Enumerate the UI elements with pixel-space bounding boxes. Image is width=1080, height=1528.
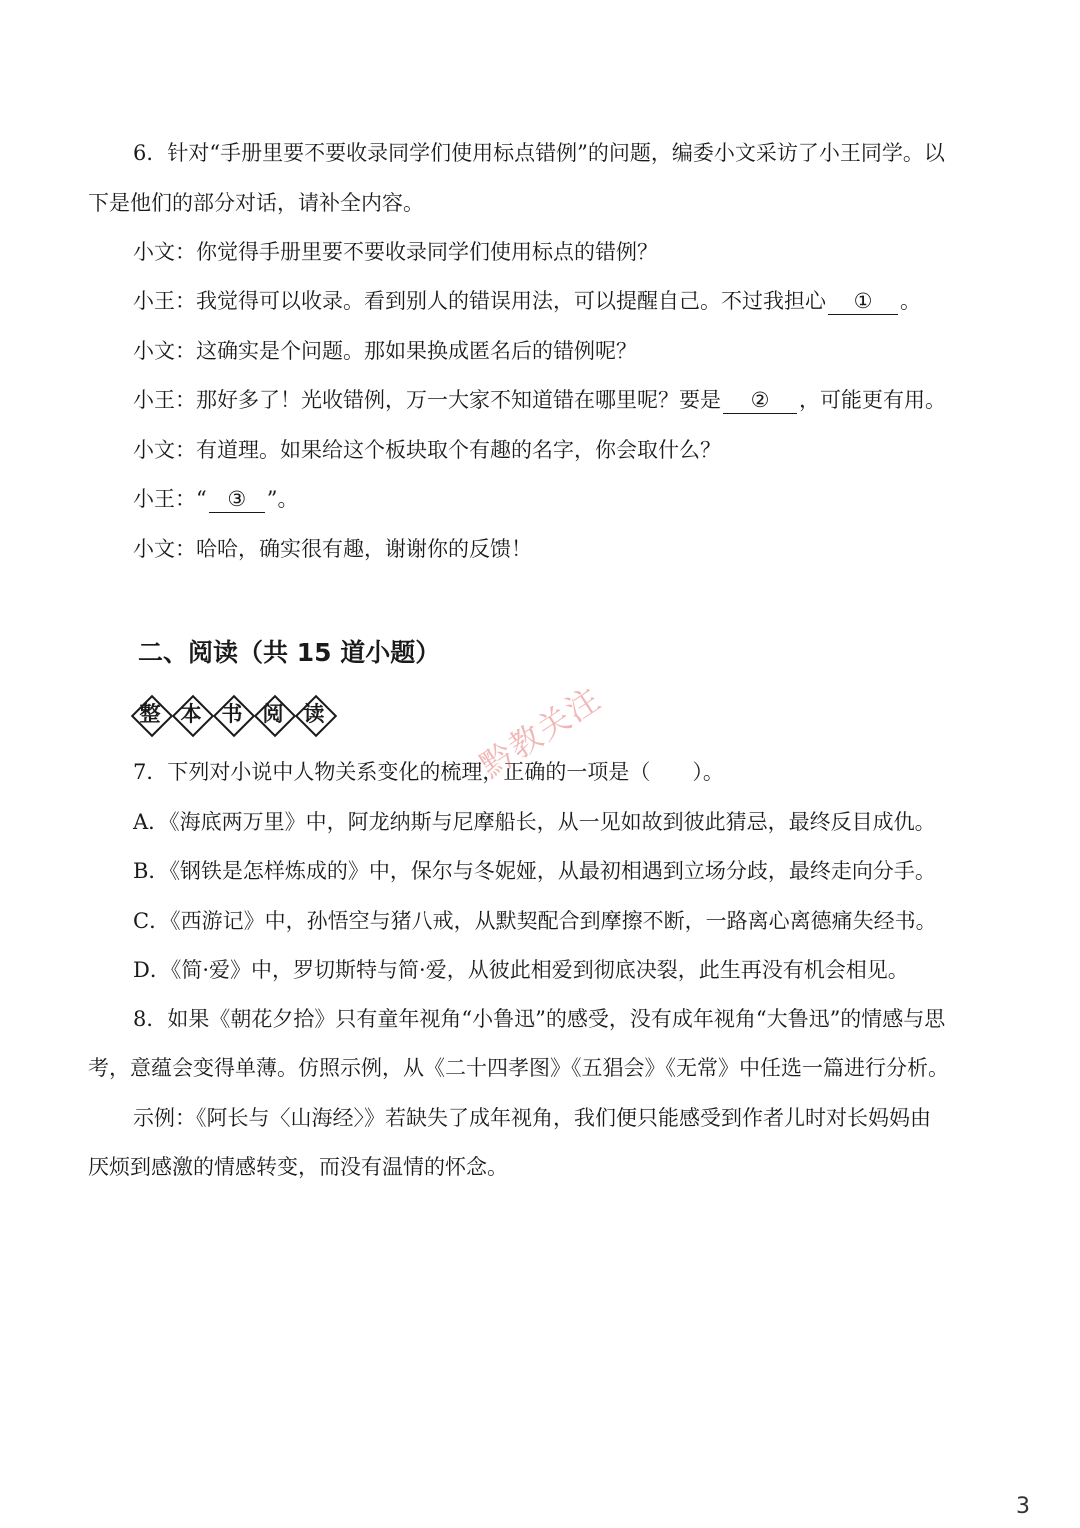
tag-diamond-3: 书 [214, 696, 250, 732]
q8-stem-line1: 8．如果《朝花夕拾》只有童年视角“小鲁迅”的感受，没有成年视角“大鲁迅”的情感与思 [133, 1007, 946, 1031]
q7-option-a[interactable] [133, 807, 936, 837]
q7-option-c[interactable] [133, 906, 937, 936]
dialogue-line-4-end: ，可能更有用。 [799, 388, 946, 412]
dialogue-line-5: 小文：有道理。如果给这个板块取个有趣的名字，你会取什么？ [133, 438, 721, 462]
section-title-reading: 二、阅读（共 15 道小题） [138, 638, 441, 667]
dialogue-line-2-text: 小王：我觉得可以收录。看到别人的错误用法，可以提醒自己。不过我担心 [133, 289, 826, 313]
option-text: 《西游记》中，孙悟空与猪八戒，从默契配合到摩擦不断，一路离心离德痛失经书。 [170, 909, 937, 933]
q6-stem-line2: 下是他们的部分对话，请补全内容。 [88, 191, 424, 215]
dialogue-line-7: 小文：哈哈，确实很有趣，谢谢你的反馈！ [133, 537, 532, 561]
dialogue-line-2-end: 。 [900, 289, 921, 313]
dialogue-line-6-end: ”。 [266, 487, 299, 511]
tag-diamond-1: 整 [132, 696, 168, 732]
answer-blank-2[interactable]: ② [723, 387, 797, 414]
answer-blank-1[interactable]: ① [828, 288, 898, 315]
page-number: 3 [1016, 1494, 1030, 1519]
dialogue-line-4-text: 小王：那好多了！光收错例，万一大家不知道错在哪里呢？要是 [133, 388, 721, 412]
q7-option-d[interactable] [133, 955, 909, 985]
q7-stem: 7．下列对小说中人物关系变化的梳理，正确的一项是（ ）。 [133, 760, 724, 784]
option-letter: B． [133, 859, 170, 883]
option-letter: D． [133, 958, 171, 982]
dialogue-line-6 [133, 484, 299, 514]
dialogue-line-3: 小文：这确实是个问题。那如果换成匿名后的错例呢？ [133, 339, 637, 363]
q7-option-b[interactable] [133, 856, 936, 886]
option-text: 《钢铁是怎样炼成的》中，保尔与冬妮娅，从最初相遇到立场分歧，最终走向分手。 [169, 859, 936, 883]
option-letter: C． [133, 909, 171, 933]
dialogue-line-6-text: 小王：“ [133, 487, 207, 511]
option-letter: A． [133, 810, 170, 834]
tag-diamond-5: 读 [296, 696, 332, 732]
tag-diamond-2: 本 [173, 696, 209, 732]
watermark-stamp: 黔教关注 [473, 678, 609, 785]
q8-example-line1: 示例：《阿长与〈山海经〉》若缺失了成年视角，我们便只能感受到作者儿时对长妈妈由 [133, 1106, 931, 1130]
q6-stem-line1: 6．针对“手册里要不要收录同学们使用标点错例”的问题，编委小文采访了小王同学。以 [133, 141, 945, 165]
answer-blank-3[interactable]: ③ [209, 486, 265, 513]
q8-stem-line2: 考，意蕴会变得单薄。仿照示例，从《二十四孝图》《五猖会》《无常》中任选一篇进行分析。 [88, 1056, 949, 1080]
dialogue-line-4 [133, 385, 946, 415]
dialogue-line-1: 小文：你觉得手册里要不要收录同学们使用标点的错例？ [133, 240, 658, 264]
option-text: 《简·爱》中，罗切斯特与简·爱，从彼此相爱到彻底决裂，此生再没有机会相见。 [170, 958, 909, 982]
q8-example-line2: 厌烦到感激的情感转变，而没有温情的怀念。 [88, 1155, 508, 1179]
option-text: 《海底两万里》中，阿龙纳斯与尼摩船长，从一见如故到彼此猜忌，最终反目成仇。 [169, 810, 936, 834]
tag-diamond-4: 阅 [255, 696, 291, 732]
dialogue-line-2 [133, 286, 921, 316]
